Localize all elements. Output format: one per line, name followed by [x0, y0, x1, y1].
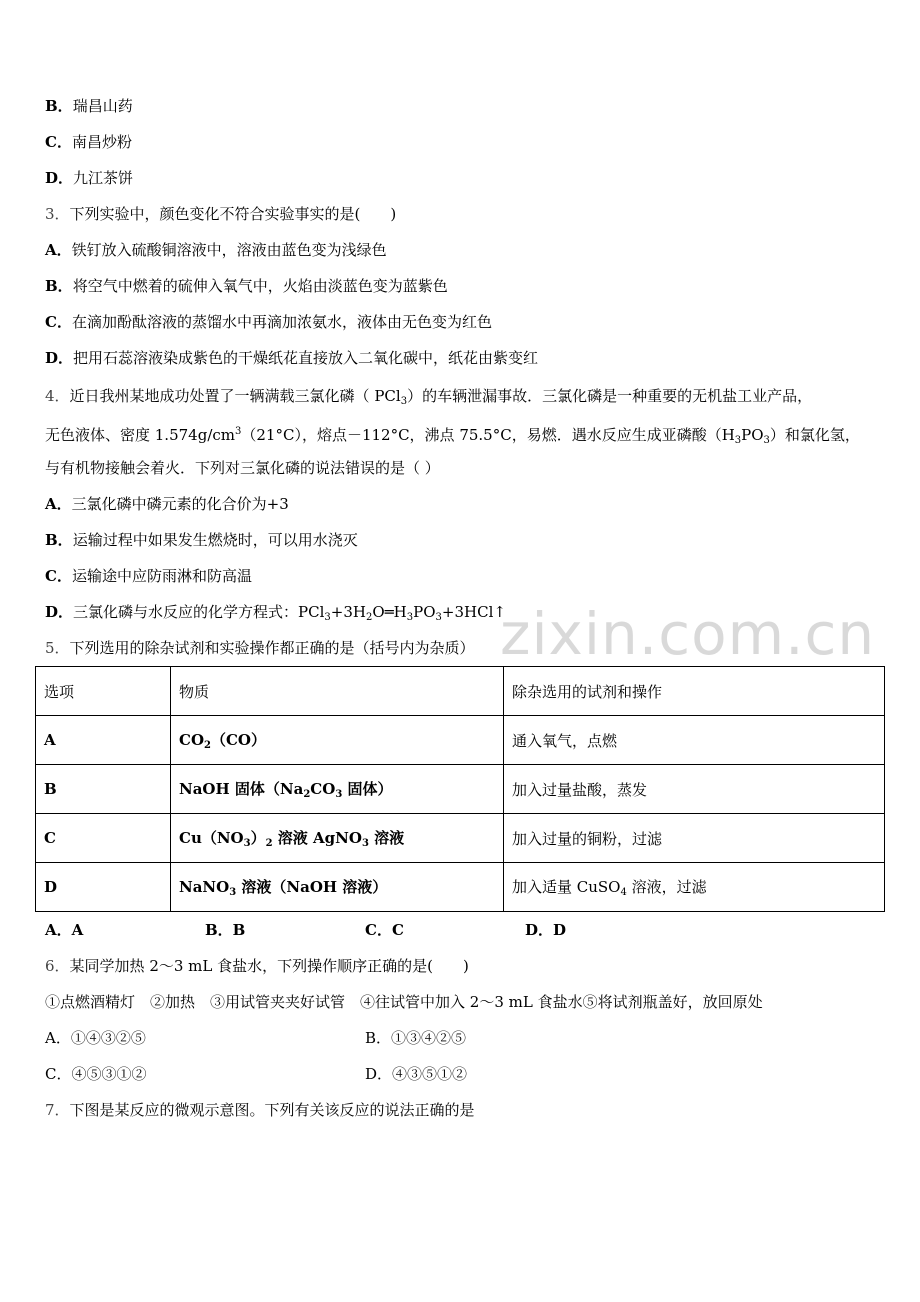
question-number: 6． [45, 957, 70, 975]
option-letter: B． [45, 97, 73, 115]
subscript: 2 [204, 740, 211, 751]
text-run: 溶液（NaOH 溶液） [236, 878, 388, 896]
question-number: 5． [45, 639, 70, 657]
question-text: 下列实验中，颜色变化不符合实验事实的是( ) [69, 205, 397, 223]
row-substance [171, 863, 504, 912]
option-letter: A． [45, 241, 72, 259]
text-run: O═H [372, 603, 407, 621]
text-run: ）的车辆泄漏事故．三氯化磷是一种重要的无机盐工业产品， [407, 387, 813, 405]
subscript: 4 [620, 887, 627, 898]
row-substance [171, 765, 504, 814]
option-letter: C． [45, 567, 72, 585]
row-operation [504, 863, 885, 912]
option-letter: D． [45, 169, 74, 187]
q5-answer-a: A．A [45, 921, 84, 939]
question-text: 下列选用的除杂试剂和实验操作都正确的是（括号内为杂质） [69, 639, 475, 657]
row-operation: 加入过量的铜粉，过滤 [504, 814, 885, 863]
q2-option-d [45, 168, 133, 188]
text-run: NaNO [179, 878, 230, 896]
text-run: 加入适量 CuSO [512, 878, 621, 896]
text-run: 溶液，过滤 [626, 878, 707, 896]
subscript: 2 [303, 789, 311, 800]
option-text: 南昌炒粉 [71, 133, 132, 151]
text-run: +3HCl↑ [441, 603, 506, 621]
subscript: 3 [229, 887, 237, 898]
impurity-removal-table [35, 666, 885, 912]
option-text: 三氯化磷中磷元素的化合价为+3 [71, 495, 289, 513]
row-substance [171, 814, 504, 863]
option-text: 九江茶饼 [73, 169, 134, 187]
q3-stem [45, 204, 396, 224]
question-text: 某同学加热 2～3 mL 食盐水，下列操作顺序正确的是( ) [69, 957, 469, 975]
option-text: 铁钉放入硫酸铜溶液中，溶液由蓝色变为浅绿色 [71, 241, 387, 259]
text-run: PO [741, 426, 764, 444]
q4-stem-line3: 与有机物接触会着火．下列对三氯化磷的说法错误的是（ ） [45, 459, 440, 477]
header-option: 选项 [36, 667, 171, 716]
option-text: 运输过程中如果发生燃烧时，可以用水浇灭 [72, 531, 358, 549]
option-text: 瑞昌山药 [72, 97, 133, 115]
text-run: NaOH 固体（Na [179, 780, 304, 798]
q6-option-a: A．①④③②⑤ [45, 1029, 146, 1047]
text-run: 三氯化磷与水反应的化学方程式：PCl [73, 603, 325, 621]
text-run: +3H [330, 603, 366, 621]
text-run: 固体） [342, 780, 393, 798]
option-text: 把用石蕊溶液染成紫色的干燥纸花直接放入二氧化碳中，纸花由紫变红 [73, 349, 539, 367]
text-run: ） [250, 829, 266, 847]
option-text: 将空气中燃着的硫伸入氧气中，火焰由淡蓝色变为蓝紫色 [72, 277, 448, 295]
question-number: 7． [45, 1101, 70, 1119]
row-operation: 加入过量盐酸，蒸发 [504, 765, 885, 814]
text-run: 溶液 [368, 829, 405, 847]
row-operation: 通入氧气，点燃 [504, 716, 885, 765]
subscript: 3 [763, 435, 770, 446]
subscript: 2 [365, 612, 373, 623]
option-letter: A． [45, 495, 72, 513]
q2-option-c [45, 132, 132, 152]
q4-option-b [45, 530, 358, 550]
option-text: 运输途中应防雨淋和防高温 [71, 567, 252, 585]
text-run: ）和氯化氢， [769, 426, 860, 444]
text-run: 溶液 AgNO [272, 829, 362, 847]
q6-option-b: B．①③④②⑤ [365, 1029, 467, 1047]
q3-option-c [45, 312, 492, 332]
table-header-row [36, 667, 885, 716]
q4-option-c [45, 566, 252, 586]
q6-option-c: C．④⑤③①② [45, 1065, 147, 1083]
option-letter: B． [45, 277, 73, 295]
option-letter: D． [45, 349, 74, 367]
q3-option-d [45, 348, 538, 368]
row-substance [171, 716, 504, 765]
text-run: CO [310, 780, 336, 798]
text-run: 近日我州某地成功处置了一辆满载三氯化磷（ PCl [69, 387, 401, 405]
q3-option-b [45, 276, 448, 296]
q5-answer-d: D．D [525, 921, 567, 939]
q7-stem [45, 1100, 475, 1120]
subscript: 3 [400, 396, 408, 407]
subscript: 3 [361, 838, 369, 849]
q4-stem-line1 [45, 386, 812, 412]
option-letter: D． [45, 603, 74, 621]
subscript: 3 [435, 612, 442, 623]
subscript: 3 [734, 435, 742, 446]
option-letter: C． [45, 133, 72, 151]
q6-steps: ①点燃酒精灯 ②加热 ③用试管夹夹好试管 ④往试管中加入 2～3 mL 食盐水⑤将试剂瓶盖好，放回原处 [45, 993, 763, 1011]
question-text: 下图是某反应的微观示意图。下列有关该反应的说法正确的是 [69, 1101, 475, 1119]
table-row [36, 716, 885, 765]
text-run: PO [413, 603, 436, 621]
text-run: CO [179, 731, 205, 749]
q5-stem [45, 638, 475, 658]
q2-option-b [45, 96, 133, 116]
text-run: Cu（NO [179, 829, 244, 847]
subscript: 2 [265, 838, 273, 849]
row-option: B [36, 765, 171, 814]
table-row [36, 765, 885, 814]
subscript: 3 [335, 789, 343, 800]
option-text: 在滴加酚酞溶液的蒸馏水中再滴加浓氨水，液体由无色变为红色 [71, 313, 492, 331]
superscript: 3 [235, 426, 242, 437]
q3-option-a [45, 240, 387, 260]
header-substance: 物质 [171, 667, 504, 716]
q5-answer-b: B．B [205, 921, 246, 939]
option-letter: B． [45, 531, 73, 549]
text-run: 无色液体、密度 1.574g/cm [45, 426, 235, 444]
row-option: C [36, 814, 171, 863]
q5-answer-c: C．C [365, 921, 404, 939]
q6-stem [45, 956, 469, 976]
table-row [36, 814, 885, 863]
row-option: D [36, 863, 171, 912]
watermark: zixin.com.cn [500, 600, 876, 668]
row-option: A [36, 716, 171, 765]
text-run: （21°C），熔点－112°C，沸点 75.5°C，易燃．遇水反应生成亚磷酸（H [241, 426, 735, 444]
q4-stem-line2 [45, 422, 860, 451]
subscript: 3 [406, 612, 414, 623]
question-number: 4． [45, 387, 70, 405]
table-row [36, 863, 885, 912]
question-number: 3． [45, 205, 70, 223]
q6-option-d: D．④③⑤①② [365, 1065, 468, 1083]
q4-option-d [45, 602, 506, 628]
subscript: 3 [324, 612, 331, 623]
subscript: 3 [243, 838, 251, 849]
option-letter: C． [45, 313, 72, 331]
q4-option-a [45, 494, 289, 514]
text-run: （CO） [210, 731, 266, 749]
header-reagent-operation: 除杂选用的试剂和操作 [504, 667, 885, 716]
